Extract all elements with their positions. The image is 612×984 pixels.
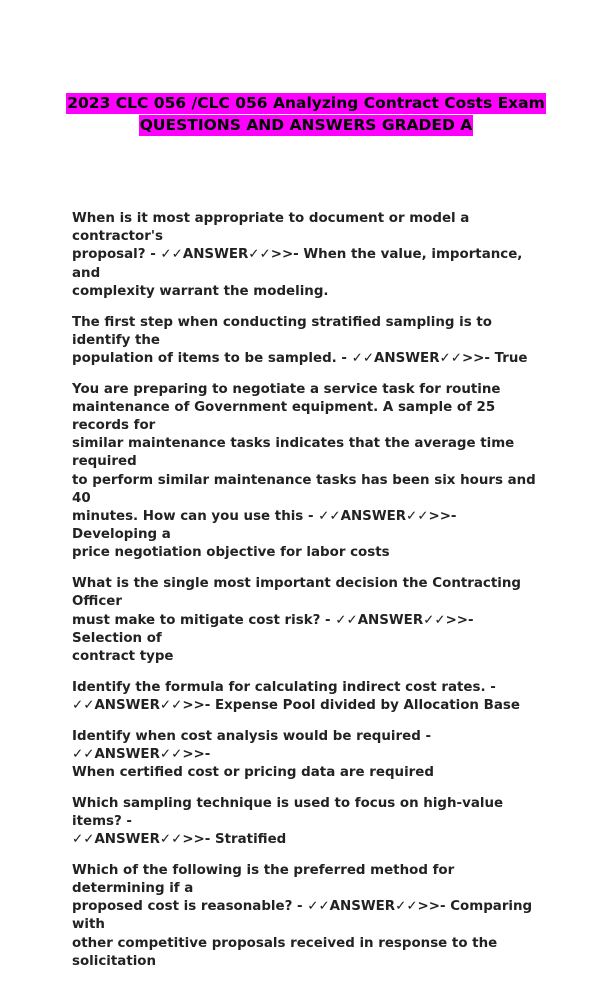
- qa-line: You are preparing to negotiate a service task for routine: [72, 381, 501, 397]
- qa-line: When is it most appropriate to document or model a contractor's: [72, 211, 470, 245]
- qa-item: [72, 210, 544, 301]
- qa-line: proposed cost is reasonable? - ✓✓ANSWER✓✓>>- Comparing with: [72, 899, 533, 933]
- title-line-2: QUESTIONS AND ANSWERS GRADED A: [139, 116, 473, 134]
- title-line-1: 2023 CLC 056 /CLC 056 Analyzing Contract Costs Exam: [67, 94, 545, 112]
- qa-line: ✓✓ANSWER✓✓>>- Stratified: [72, 832, 287, 848]
- qa-line: ✓✓ANSWER✓✓>>- Expense Pool divided by Allocation Base: [72, 697, 520, 713]
- qa-item: [72, 728, 544, 783]
- qa-line: must make to mitigate cost risk? - ✓✓ANSWER✓✓>>- Selection of: [72, 612, 474, 646]
- qa-line: When certified cost or pricing data are required: [72, 764, 434, 780]
- qa-item: [72, 862, 544, 971]
- qa-line: Identify the formula for calculating indirect cost rates. -: [72, 679, 496, 695]
- qa-line: to perform similar maintenance tasks has been six hours and 40: [72, 472, 536, 506]
- qa-line: Which sampling technique is used to focus on high-value items? -: [72, 795, 504, 829]
- qa-line: contract type: [72, 648, 174, 664]
- qa-line: similar maintenance tasks indicates that the average time required: [72, 436, 515, 470]
- qa-line: other competitive proposals received in response to the solicitation: [72, 935, 498, 969]
- qa-item: [72, 575, 544, 666]
- qa-item: [72, 381, 544, 563]
- qa-line: price negotiation objective for labor costs: [72, 545, 390, 561]
- qa-line: Identify when cost analysis would be required - ✓✓ANSWER✓✓>>-: [72, 728, 432, 762]
- qa-item: [72, 314, 544, 369]
- qa-line: population of items to be sampled. - ✓✓ANSWER✓✓>>- True: [72, 350, 528, 366]
- qa-line: complexity warrant the modeling.: [72, 283, 329, 299]
- qa-line: The first step when conducting stratified sampling is to identify the: [72, 314, 492, 348]
- qa-item: [72, 679, 544, 715]
- qa-line: proposal? - ✓✓ANSWER✓✓>>- When the value, importance, and: [72, 247, 523, 281]
- qa-line: minutes. How can you use this - ✓✓ANSWER✓✓>>- Developing a: [72, 509, 457, 543]
- qa-line: What is the single most important decision the Contracting Officer: [72, 576, 521, 610]
- document-title: [0, 92, 612, 136]
- qa-item: [72, 795, 544, 850]
- qa-line: Which of the following is the preferred method for determining if a: [72, 862, 455, 896]
- qa-line: maintenance of Government equipment. A sample of 25 records for: [72, 399, 496, 434]
- qa-list: [72, 210, 544, 984]
